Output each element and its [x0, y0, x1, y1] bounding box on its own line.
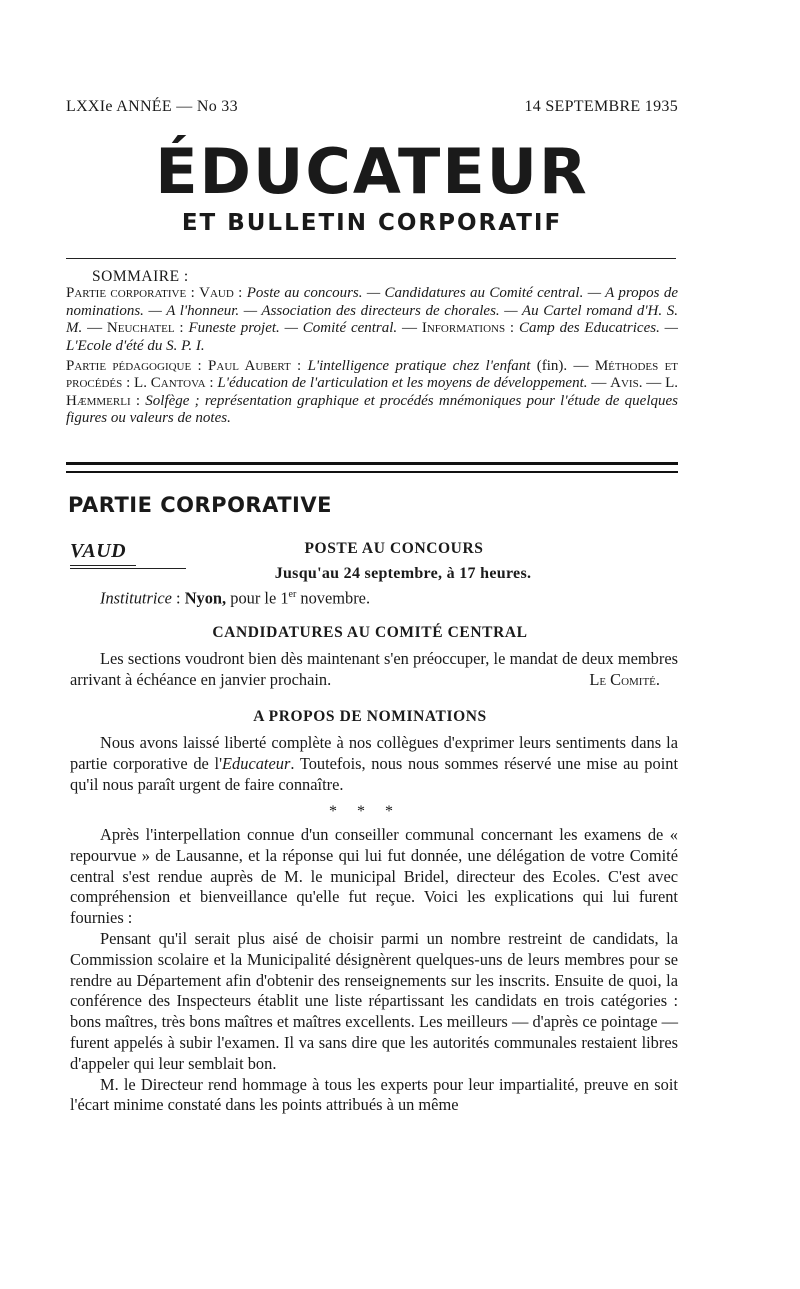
nominations-p3: Pensant qu'il serait plus aisé de choisir parmi un nombre restreint de candidats, la Commission scolaire et la Municipalité désignèrent quelques-uns de leurs membres pour se rendre au Département afin d'obtenir des renseignements sur les inscrits. Ensuite de quoi, la conférence des Inspecteurs établit une liste répartissant les candidats en trois catégories : bons maîtres, très bons maîtres et maîtres excellents. Les meilleurs — d'après ce pointage — furent appelés à subir l'examen. Il va sans dire que les autorités communales restaient libres d'appeler qui leur semblait bon. [70, 928, 678, 1073]
poste-start-suffix: novembre. [300, 588, 371, 608]
toc-author: Paul Aubert [208, 358, 291, 375]
poste-deadline: Jusqu'au 24 septembre, à 17 heures. [274, 565, 532, 582]
toc-sub-label: Avis. [610, 375, 643, 392]
issue-date: 14 SEPTEMBRE 1935 [524, 98, 678, 115]
section-separator: * * * [329, 803, 401, 820]
toc-entry: Camp des Educatrices. — L'Ecole d'été du S. P. I. [66, 320, 679, 354]
toc-entry: L'éducation de l'articulation et les moyens de développement. [217, 375, 588, 392]
poste-place: Nyon, [184, 588, 227, 608]
sommaire-title: SOMMAIRE : [92, 268, 189, 285]
toc-entry-suffix: (fin). [536, 358, 568, 375]
toc-entry: Funeste projet. — Comité central. [188, 320, 398, 337]
candidatures-body [70, 649, 678, 691]
nominations-p2: Après l'interpellation connue d'un conseiller communal concernant les examens de « repourvue » de Lausanne, et la réponse qui lui fut donnée, une délégation de votre Comité central s'est rendue auprès de M. le municipal Bridel, directeur des Ecoles. C'est avec compréhension et bienveillance qu'elle fut reçue. Voici les explications qui lui furent fournies : [70, 825, 678, 928]
toc-pedagogique: Partie pédagogique : Paul Aubert : L'intelligence pratique chez l'enfant (fin). — Méthodes et procédés : L. Cantova : L'éducation de l'articulation et les moyens de développement. — Avis. — L. Hæmmerli : Solfège ; représentation graphique et procédés mnémoniques pour l'étude de quelques figures ou valeurs de notes. [66, 358, 679, 427]
toc-sub-label: Neuchatel [106, 320, 175, 337]
candidatures-text: Les sections voudront bien dès maintenant s'en préoccuper, le mandat de deux membres arrivant à échéance en janvier prochain. [70, 649, 678, 689]
double-divider [66, 462, 678, 473]
nominations-p1: Nous avons laissé liberté complète à nos collègues d'exprimer leurs sentiments dans la partie corporative de l' [70, 733, 678, 773]
article-title-poste: POSTE AU CONCOURS [304, 540, 484, 557]
toc-entry: Solfège ; représentation graphique et procédés mnémoniques pour l'étude de quelques figures ou valeurs de notes. [66, 392, 678, 427]
section-heading: PARTIE CORPORATIVE [68, 493, 332, 517]
article-title-nominations: A PROPOS DE NOMINATIONS [253, 708, 487, 725]
divider [66, 258, 676, 259]
issue-header [66, 98, 678, 116]
poste-start-sup: er [288, 589, 297, 600]
nominations-p4: M. le Directeur rend hommage à tous les experts pour leur impartialité, preuve en soit l'écart minime constaté dans les points attribués à un même [70, 1074, 678, 1115]
toc-corporative: Partie corporative : Vaud : Poste au concours. — Candidatures au Comité central. — A propos de nominations. — A l'honneur. — Association des directeurs de chorales. — Au Cartel romand d'H. S. M. — Neuchatel : Funeste projet. — Comité central. — Informations : Camp des Educatrices. — L'Ecole d'été du S. P. I. [66, 285, 679, 354]
toc-entry: L'intelligence pratique chez l'enfant [307, 358, 531, 375]
journal-name: Educateur [222, 753, 291, 773]
region-label: VAUD [70, 540, 136, 566]
toc-author: L. Hæmmerli [66, 375, 679, 409]
toc-sub-label: Méthodes et procédés [66, 358, 679, 392]
masthead-title: ÉDUCATEUR [155, 135, 589, 208]
toc-sub-label: Vaud [199, 285, 234, 302]
poste-details: Institutrice : Nyon, pour le 1er novembre. [100, 588, 371, 608]
poste-start: pour le 1 [230, 588, 289, 608]
masthead-subtitle: ET BULLETIN CORPORATIF [181, 210, 563, 236]
toc-entry: Poste au concours. — Candidatures au Comité central. — A propos de nominations. — A l'honneur. — Association des directeurs de chorales. — Au Cartel romand d'H. S. M. [66, 285, 679, 337]
toc-label: Partie corporative [66, 285, 187, 302]
toc-label: Partie pédagogique [66, 358, 192, 375]
article-title-candidatures: CANDIDATURES AU COMITÉ CENTRAL [212, 624, 528, 641]
nominations-intro [70, 733, 678, 795]
table-of-contents [66, 268, 678, 428]
candidatures-signature: Le Comité. [589, 669, 660, 689]
toc-sub-label: Informations [421, 320, 506, 337]
nominations-body [70, 825, 678, 1116]
poste-role: Institutrice [100, 588, 172, 608]
toc-author: L. Cantova [134, 375, 206, 392]
nominations-p1-end: . Toutefois, nous nous sommes réservé une mise au point qu'il nous paraît urgent de faire connaître. [70, 753, 678, 794]
issue-number: LXXIe ANNÉE — No 33 [66, 98, 238, 115]
